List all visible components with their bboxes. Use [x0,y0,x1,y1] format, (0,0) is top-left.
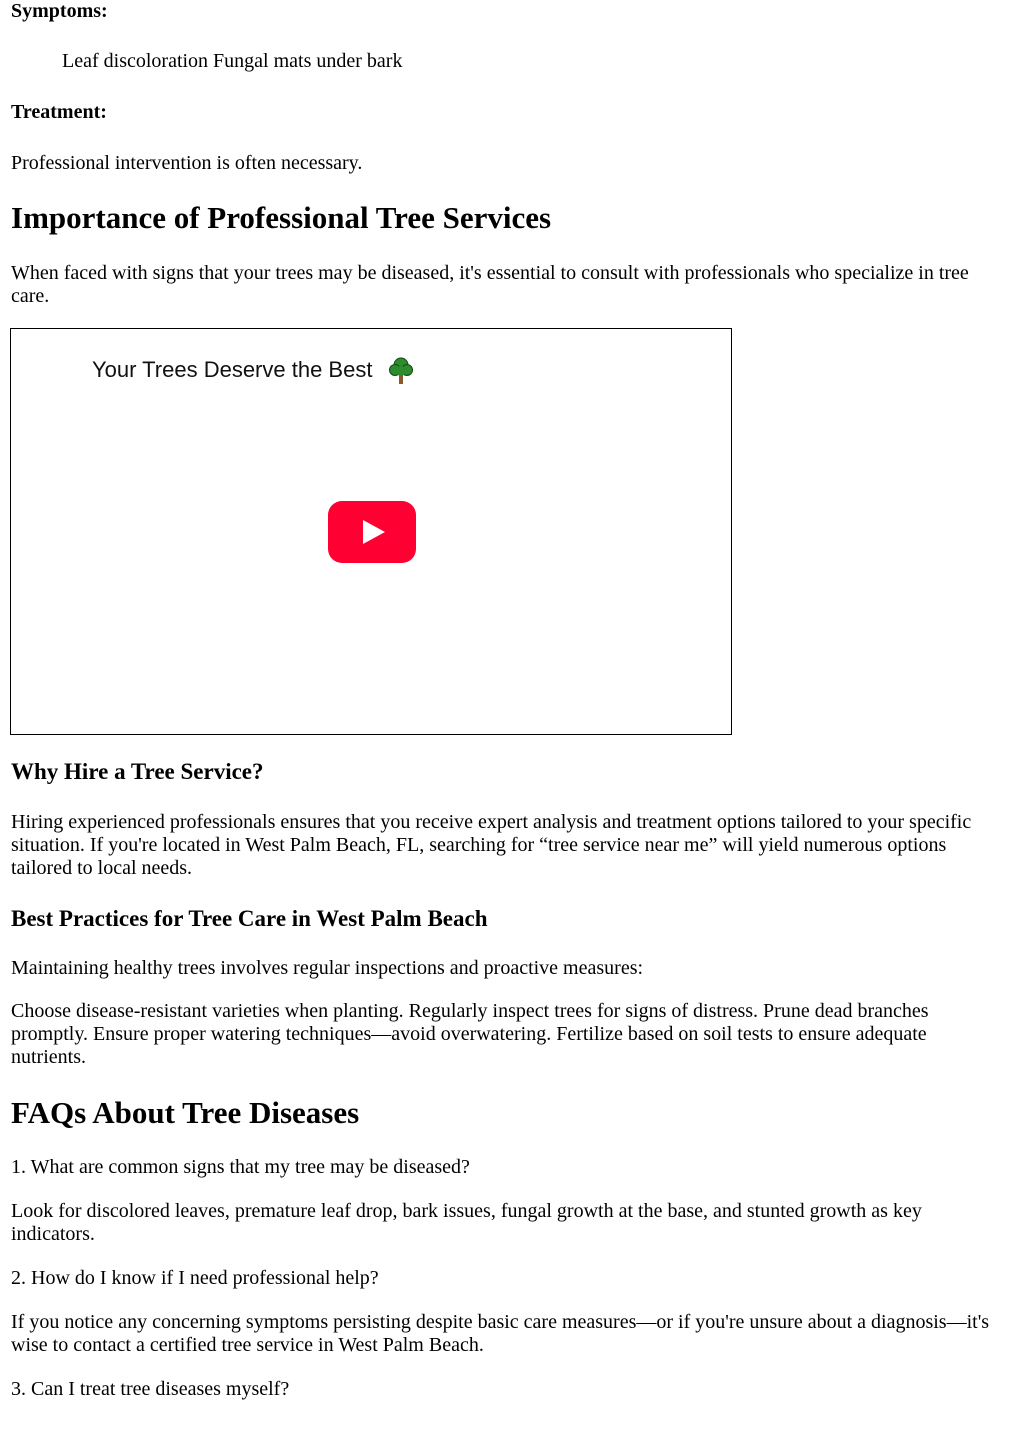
best-practices-intro: Maintaining healthy trees involves regular inspections and proactive measures: [11,957,644,979]
faq-answer-2: If you notice any concerning symptoms persisting despite basic care measures—or if you're unsure about a diagnosis—it's wise to contact a certified tree service in West Palm Beach. [11,1311,990,1356]
importance-heading: Importance of Professional Tree Services [11,200,552,235]
play-button[interactable] [328,501,416,563]
tree-icon [389,357,413,385]
video-embed[interactable] [10,328,732,735]
faqs-heading: FAQs About Tree Diseases [11,1095,360,1130]
faq-question-1: 1. What are common signs that my tree may be diseased? [11,1156,470,1178]
treatment-text: Professional intervention is often necessary. [11,152,363,174]
symptoms-label: Symptoms: [11,0,108,22]
best-practices-list: Choose disease-resistant varieties when planting. Regularly inspect trees for signs of distress. Prune dead branches promptly. Ensure proper watering techniques—avoid overwatering. Fertilize based on soil tests to ensure adequate nutrients. [11,1000,929,1068]
symptoms-list: Leaf discoloration Fungal mats under bark [62,50,403,72]
video-title[interactable]: Your Trees Deserve the Best [92,357,373,382]
play-icon [363,520,385,544]
faq-question-3: 3. Can I treat tree diseases myself? [11,1378,290,1400]
treatment-label: Treatment: [11,101,107,123]
best-practices-heading: Best Practices for Tree Care in West Palm Beach [11,906,488,931]
faq-question-2: 2. How do I know if I need professional help? [11,1267,379,1289]
importance-intro: When faced with signs that your trees may be diseased, it's essential to consult with professionals who specialize in tree care. [11,262,969,307]
why-hire-text: Hiring experienced professionals ensures that you receive expert analysis and treatment options tailored to your specific situation. If you're located in West Palm Beach, FL, searching for “tree service near me” will yield numerous options tailored to local needs. [11,811,972,879]
faq-answer-1: Look for discolored leaves, premature leaf drop, bark issues, fungal growth at the base, and stunted growth as key indicators. [11,1200,922,1245]
why-hire-heading: Why Hire a Tree Service? [11,759,264,784]
